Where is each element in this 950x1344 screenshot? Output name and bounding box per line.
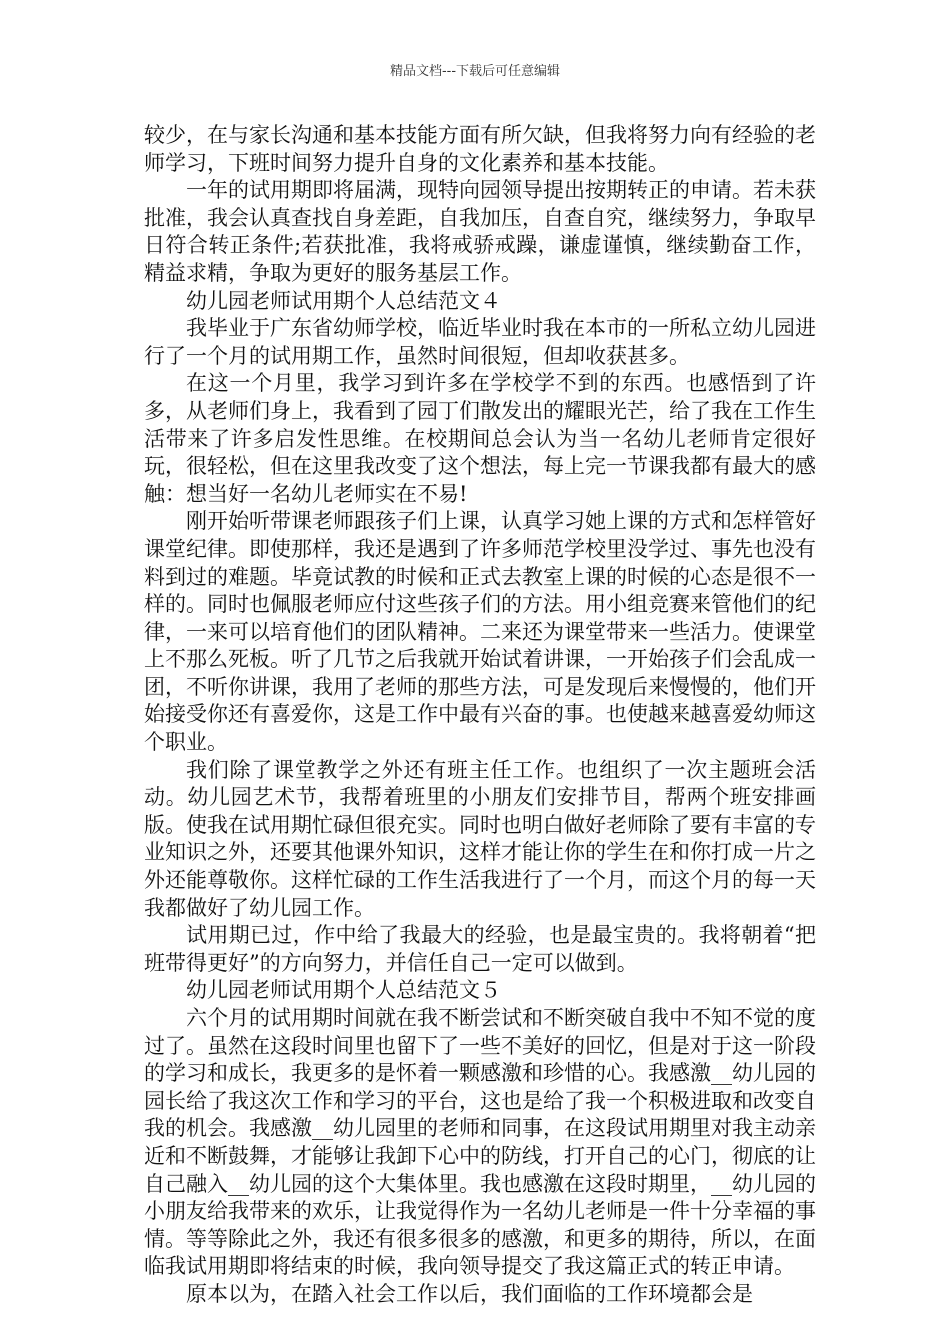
paragraph-continuation: 较少，在与家长沟通和基本技能方面有所欠缺，但我将努力向有经验的老师学习，下班时间努力提升自身的文化素养和基本技能。	[144, 123, 816, 175]
paragraph: 试用期已过，作中给了我最大的经验，也是最宝贵的。我将朝着“把班带得更好”的方向努力，并信任自己一定可以做到。	[144, 923, 816, 975]
paragraph: 原本以为，在踏入社会工作以后，我们面临的工作环境都会是	[186, 1281, 753, 1306]
document-body	[144, 122, 816, 1309]
paragraph: 刚开始听带课老师跟孩子们上课，认真学习她上课的方式和怎样管好课堂纪律。即使那样，我还是遇到了许多师范学校里没学过、事先也没有料到过的难题。毕竟试教的时候和正式去教室上课的时候的心态是很不一样的。同时也佩服老师应付这些孩子们的方法。用小组竞赛来管他们的纪律，一来可以培育他们的团队精神。二来还为课堂带来一些活力。使课堂上不那么死板。听了几节之后我就开始试着讲课，一开始孩子们会乱成一团，不听你讲课，我用了老师的那些方法，可是发现后来慢慢的，他们开始接受你还有喜爱你，这是工作中最有兴奋的事。也使越来越喜爱幼师这个职业。	[144, 509, 816, 755]
section-heading: 幼儿园老师试用期个人总结范文４	[186, 288, 501, 313]
paragraph: 六个月的试用期时间就在我不断尝试和不断突破自我中不知不觉的度过了。虽然在这段时间里也留下了一些不美好的回忆，但是对于这一阶段的学习和成长，我更多的是怀着一颗感激和珍惜的心。我感激__幼儿园的园长给了我这次工作和学习的平台，这也是给了我一个积极进取和改变自我的机会。我感激__幼儿园里的老师和同事，在这段试用期里对我主动亲近和不断鼓舞，才能够让我卸下心中的防线，打开自己的心门，彻底的让自己融入__幼儿园的这个大集体里。我也感激在这段时期里，__幼儿园的小朋友给我带来的欢乐，让我觉得作为一名幼儿老师是一件十分幸福的事情。等等除此之外，我还有很多很多的感激，和更多的期待，所以，在面临我试用期即将结束的时候，我向领导提交了我这篇正式的转正申请。	[144, 1006, 816, 1279]
page-header: 精品文档---下载后可任意编辑	[389, 64, 561, 79]
paragraph: 我毕业于广东省幼师学校，临近毕业时我在本市的一所私立幼儿园进行了一个月的试用期工作，虽然时间很短，但却收获甚多。	[144, 316, 816, 368]
section-heading: 幼儿园老师试用期个人总结范文５	[186, 978, 501, 1003]
paragraph: 一年的试用期即将届满，现特向园领导提出按期转正的申请。若未获批准，我会认真查找自身差距，自我加压，自查自究，继续努力，争取早日符合转正条件;若获批准，我将戒骄戒躁，谦虚谨慎，继续勤奋工作，精益求精，争取为更好的服务基层工作。	[144, 178, 816, 285]
paragraph: 我们除了课堂教学之外还有班主任工作。也组织了一次主题班会活动。幼儿园艺术节，我帮着班里的小朋友们安排节目，帮两个班安排画版。使我在试用期忙碌但很充实。同时也明白做好老师除了要有丰富的专业知识之外，还要其他课外知识，这样才能让你的学生在和你打成一片之外还能尊敬你。这样忙碌的工作生活我进行了一个月，而这个月的每一天我都做好了幼儿园工作。	[144, 757, 816, 920]
paragraph: 在这一个月里，我学习到许多在学校学不到的东西。也感悟到了许多，从老师们身上，我看到了园丁们散发出的耀眼光芒，给了我在工作生活带来了许多启发性思维。在校期间总会认为当一名幼儿老师肯定很好玩，很轻松，但在这里我改变了这个想法，每上完一节课我都有最大的感触：想当好一名幼儿老师实在不易!	[144, 371, 816, 506]
